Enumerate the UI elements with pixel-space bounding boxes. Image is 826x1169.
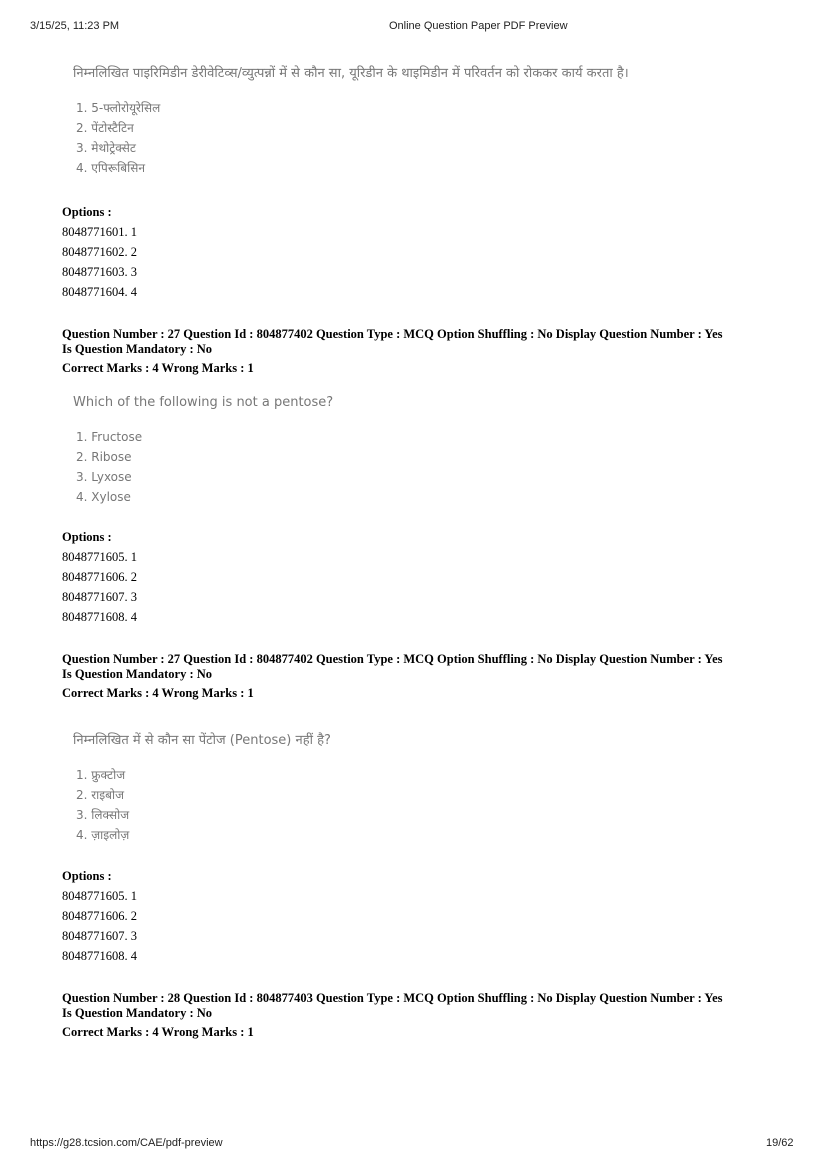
question-text: Which of the following is not a pentose? — [73, 395, 334, 410]
option-item: 8048771603. 3 — [62, 265, 137, 279]
question-choice: 4. Xylose — [76, 490, 131, 504]
question-image — [73, 395, 333, 507]
options-label: Options : — [62, 205, 112, 219]
option-item: 8048771606. 2 — [62, 570, 137, 584]
mandatory-info: Is Question Mandatory : No — [62, 1006, 213, 1020]
question-meta — [62, 327, 723, 376]
question-choice: 1. Fructose — [76, 430, 143, 444]
option-item: 8048771602. 2 — [62, 245, 137, 259]
question-choice: 2. पेंटोस्टैटिन — [76, 121, 134, 135]
options-list — [62, 527, 137, 627]
question-meta — [62, 991, 723, 1040]
question-info: Question Number : 27 Question Id : 804877402 Question Type : MCQ Option Shuffling : No Display Question Number : Yes — [62, 652, 723, 666]
mandatory-info: Is Question Mandatory : No — [62, 342, 213, 356]
question-image — [73, 66, 629, 178]
page-number: 19/62 — [766, 1137, 794, 1149]
marks-info: Correct Marks : 4 Wrong Marks : 1 — [62, 1025, 254, 1039]
options-list — [62, 202, 137, 302]
question-choice: 4. एपिरूबिसिन — [76, 161, 145, 175]
question-info: Question Number : 27 Question Id : 804877402 Question Type : MCQ Option Shuffling : No Display Question Number : Yes — [62, 327, 723, 341]
question-text: निम्नलिखित में से कौन सा पेंटोज (Pentose) नहीं है? — [73, 733, 331, 748]
question-choice: 3. Lyxose — [76, 470, 132, 484]
question-meta — [62, 652, 723, 701]
option-item: 8048771607. 3 — [62, 590, 137, 604]
option-item: 8048771601. 1 — [62, 225, 137, 239]
print-datetime: 3/15/25, 11:23 PM — [30, 20, 120, 32]
option-item: 8048771606. 2 — [62, 909, 137, 923]
options-label: Options : — [62, 869, 112, 883]
question-choice: 3. मेथोट्रेक्सेट — [76, 141, 136, 155]
page-url: https://g28.tcsion.com/CAE/pdf-preview — [30, 1137, 223, 1149]
marks-info: Correct Marks : 4 Wrong Marks : 1 — [62, 361, 254, 375]
question-choice: 1. फ्रुक्टोज — [76, 768, 126, 782]
question-choice: 4. ज़ाइलोज़ — [76, 828, 130, 842]
option-item: 8048771604. 4 — [62, 285, 137, 299]
question-text: निम्नलिखित पाइरिमिडीन डेरीवेटिव्स/व्युत्पन्नों में से कौन सा, यूरिडीन के थाइमिडीन में परिवर्तन को रोककर कार्य करता है। — [73, 66, 629, 81]
options-label: Options : — [62, 530, 112, 544]
options-list — [62, 866, 137, 966]
marks-info: Correct Marks : 4 Wrong Marks : 1 — [62, 686, 254, 700]
option-item: 8048771607. 3 — [62, 929, 137, 943]
question-choice: 1. 5-फ्लोरोयूरेसिल — [76, 101, 161, 115]
print-title: Online Question Paper PDF Preview — [389, 20, 568, 32]
mandatory-info: Is Question Mandatory : No — [62, 667, 213, 681]
option-item: 8048771608. 4 — [62, 610, 137, 624]
question-choice: 2. राइबोज — [76, 788, 125, 802]
option-item: 8048771605. 1 — [62, 550, 137, 564]
option-item: 8048771608. 4 — [62, 949, 137, 963]
option-item: 8048771605. 1 — [62, 889, 137, 903]
question-choice: 2. Ribose — [76, 450, 132, 464]
question-choice: 3. लिक्सोज — [76, 808, 130, 822]
question-info: Question Number : 28 Question Id : 804877403 Question Type : MCQ Option Shuffling : No Display Question Number : Yes — [62, 991, 723, 1005]
question-image — [73, 733, 331, 845]
